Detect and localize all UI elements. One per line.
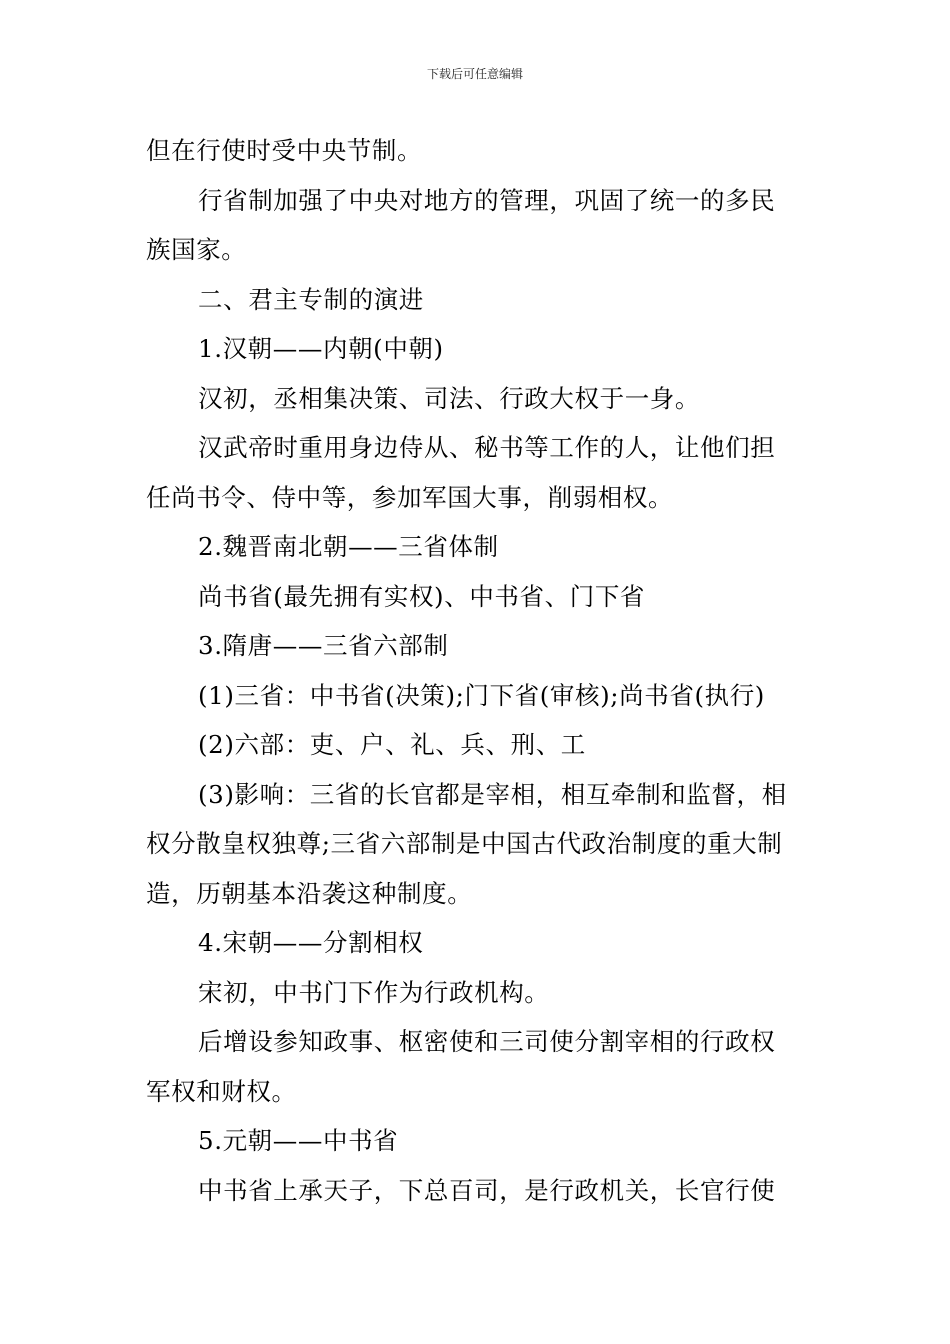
text-line: 宋初，中书门下作为行政机构。 <box>198 977 550 1007</box>
text-line: 权分散皇权独尊;三省六部制是中国古代政治制度的重大制 <box>146 829 783 858</box>
text-line: 4.宋朝——分割相权 <box>198 928 424 957</box>
text-line: 1.汉朝——内朝(中朝) <box>198 334 444 363</box>
text-line: 造，历朝基本沿袭这种制度。 <box>146 878 473 908</box>
text-line: (3)影响：三省的长官都是宰相，相互牵制和监督，相 <box>198 779 787 809</box>
text-line: 任尚书令、侍中等，参加军国大事，削弱相权。 <box>146 482 674 512</box>
text-line: 族国家。 <box>146 235 247 264</box>
document-body <box>146 126 811 1215</box>
text-line: 汉初，丞相集决策、司法、行政大权于一身。 <box>198 383 700 413</box>
text-line: 3.隋唐——三省六部制 <box>198 631 449 660</box>
text-line: 但在行使时受中央节制。 <box>146 136 423 165</box>
text-line: 后增设参知政事、枢密使和三司使分割宰相的行政权 <box>198 1027 776 1056</box>
text-line: 尚书省(最先拥有实权)、中书省、门下省 <box>198 581 646 611</box>
text-line: (2)六部：吏、户、礼、兵、刑、工 <box>198 730 586 759</box>
text-line: 中书省上承天子，下总百司，是行政机关，长官行使 <box>198 1175 776 1205</box>
page-header-note: 下载后可任意编辑 <box>426 67 523 81</box>
text-line: 军权和财权。 <box>146 1076 297 1106</box>
text-line: 二、君主专制的演进 <box>198 284 424 314</box>
text-line: 汉武帝时重用身边侍从、秘书等工作的人，让他们担 <box>198 433 776 462</box>
text-line: 行省制加强了中央对地方的管理，巩固了统一的多民 <box>198 185 776 215</box>
text-line: 2.魏晋南北朝——三省体制 <box>198 532 499 561</box>
text-line: (1)三省：中书省(决策);门下省(审核);尚书省(执行) <box>198 680 765 710</box>
text-line: 5.元朝——中书省 <box>198 1126 399 1155</box>
